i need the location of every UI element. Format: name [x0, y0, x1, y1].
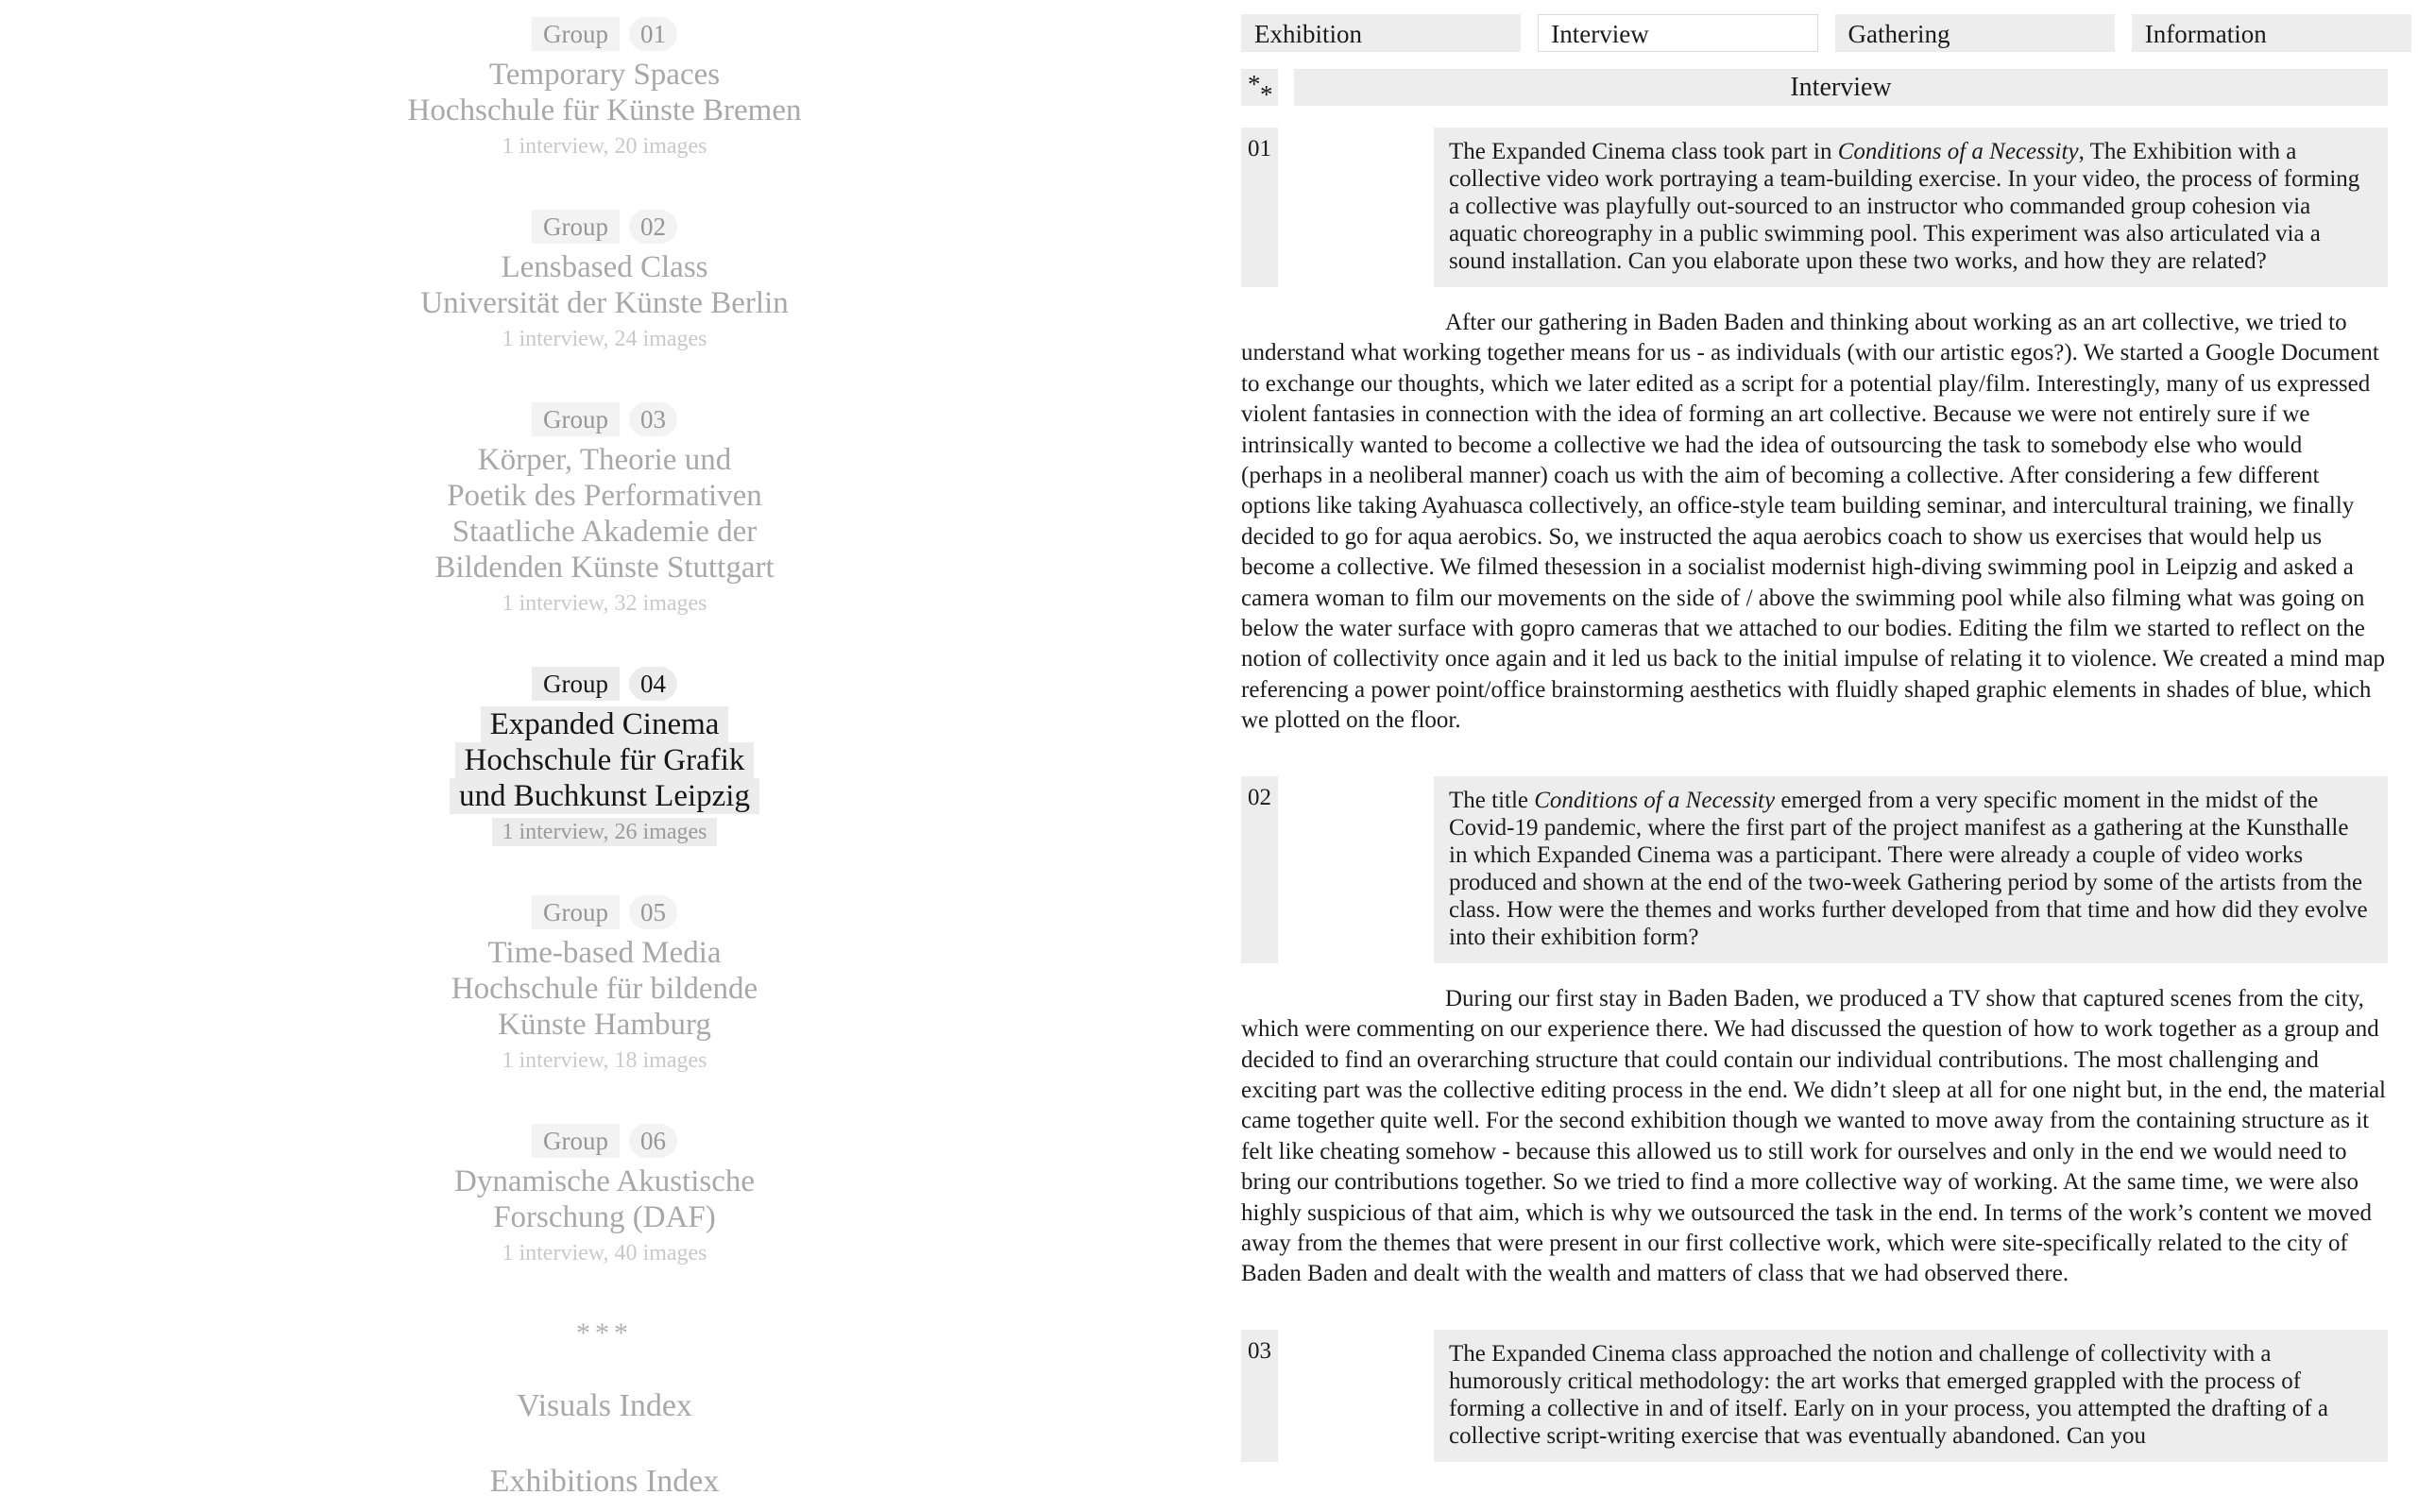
interview-panel	[1241, 14, 2411, 1462]
group-number-badge: 06	[629, 1124, 677, 1158]
group-title-line: Künste Hamburg	[498, 1008, 711, 1042]
group-label: Group	[532, 895, 620, 929]
sidebar-index-link[interactable]: Visuals Index	[517, 1388, 692, 1423]
group-meta: 1 interview, 24 images	[502, 327, 707, 351]
group-title	[151, 706, 1058, 814]
asterisk-marker	[1241, 69, 1278, 109]
group-title	[151, 57, 1058, 128]
group-title-line: Hochschule für Grafik	[455, 742, 755, 778]
group-meta: 1 interview, 26 images	[492, 818, 716, 846]
sidebar-separator: ***	[576, 1317, 633, 1349]
group-number-badge: 01	[629, 17, 677, 51]
group-head	[151, 1124, 1058, 1158]
group-title-line: Körper, Theorie und	[477, 443, 732, 477]
group-title-line: Hochschule für bildende	[451, 972, 758, 1006]
qa-question-row	[1241, 1330, 2388, 1462]
group-label: Group	[532, 210, 620, 244]
group-title-line: Lensbased Class	[501, 250, 708, 284]
group-title-line: Forschung (DAF)	[493, 1200, 716, 1234]
group-title-line: Dynamische Akustische	[453, 1164, 756, 1198]
tab-label: Gathering	[1848, 20, 1950, 48]
group-sidebar	[151, 17, 1058, 1502]
tab-label: Interview	[1551, 20, 1649, 48]
qa-question-segment: , The Exhibition with a collective video work portraying a team-building exercise. In your video, the process of forming a collective was playfully out-sourced to an instructor who commanded group cohesion via aquatic choreography in a public swimming pool. This experiment was also articulated via a sound installation. Can you elaborate upon these two works, and how they are related?	[1449, 139, 2360, 274]
qa-block	[1241, 776, 2388, 1290]
group-head	[151, 210, 1058, 244]
tab-gathering[interactable]	[1835, 14, 2115, 52]
qa-number-badge: 01	[1241, 127, 1278, 287]
asterisk-icon: *	[1248, 70, 1261, 98]
group-head	[151, 402, 1058, 436]
group-number-badge: 03	[629, 402, 677, 436]
qa-answer-text: After our gathering in Baden Baden and thinking about working as an art collective, we tried to understand what working together means for us - as individuals (with our artistic egos?). We started a Google Document to exchange our thoughts, which we later edited as a script for a potential play/film. Interestingly, many of us expressed violent fantasies in connection with the idea of forming an art collective. Because we were not entirely sure if we intrinsically wanted to become a collective we had the idea of outsourcing the task to somebody else who would (perhaps in a neoliberal manner) coach us with the aim of becoming a collective. After considering a few different options like taking Ayahuasca collectively, an office-style team building seminar, and intercultural training, we finally decided to go for aqua aerobics. So, we instructed the aqua aerobics coach to show us exercises that would help us become a collective. We filmed thesession in a socialist modernist high-diving swimming pool in Leipzig and asked a camera woman to film our movements on the side of / above the swimming pool while also filming what was going on below the water surface with gopro cameras that we attached to our bodies. Editing the film we started to reflect on the notion of collectivity once again and it led us back to the initial impulse of relating it to violence. We created a mind map referencing a power point/office brainstorming aesthetics with fluidly shaped graphic elements in shades of blue, which we plotted on the floor.	[1241, 310, 2386, 734]
sidebar-group-item[interactable]	[151, 1124, 1058, 1267]
group-number-badge: 04	[629, 667, 677, 701]
qa-question-row	[1241, 776, 2388, 963]
qa-question-segment: The Expanded Cinema class approached the notion and challenge of collectivity with a humorously critical methodology: the art works that emerged grappled with the process of forming a collective in and of itself. Early on in your process, you attempted the drafting of a collective script-writing exercise that was eventually abandoned. Can you	[1449, 1340, 2328, 1449]
qa-question-text	[1434, 127, 2388, 287]
group-label: Group	[532, 402, 620, 436]
group-meta: 1 interview, 32 images	[502, 591, 707, 616]
tab-information[interactable]	[2132, 14, 2411, 52]
tab-label: Exhibition	[1254, 20, 1362, 48]
group-title-line: Time-based Media	[487, 936, 722, 970]
qa-question-italic-segment: Conditions of a Necessity	[1534, 787, 1776, 813]
group-label: Group	[532, 17, 620, 51]
group-meta: 1 interview, 20 images	[502, 134, 707, 159]
group-list	[151, 17, 1058, 1267]
group-head	[151, 667, 1058, 701]
tab-interview[interactable]	[1538, 14, 1817, 52]
qa-block	[1241, 127, 2388, 737]
group-label: Group	[532, 667, 620, 701]
qa-question-row	[1241, 127, 2388, 287]
tab-label: Information	[2144, 20, 2267, 48]
qa-number-badge: 02	[1241, 776, 1278, 963]
group-title	[151, 1164, 1058, 1235]
tab-exhibition[interactable]	[1241, 14, 1521, 52]
index-list	[151, 1386, 1058, 1502]
group-title-line: Hochschule für Künste Bremen	[407, 93, 802, 127]
group-number-badge: 02	[629, 210, 677, 244]
group-title-line: Bildenden Künste Stuttgart	[434, 551, 775, 585]
sidebar-group-item[interactable]	[151, 17, 1058, 161]
group-number-badge: 05	[629, 895, 677, 929]
group-title-line: Expanded Cinema	[481, 706, 729, 742]
qa-question-segment: emerged from a very specific moment in the midst of the Covid-19 pandemic, where the first part of the project manifest as a gathering at the Kunsthalle in which Expanded Cinema was a participant. There were already a couple of video works produced and shown at the end of the two-week Gathering period by some of the artists from the class. How were the themes and works further developed from that time and how did they evolve into their exhibition form?	[1449, 787, 2368, 950]
group-title	[151, 935, 1058, 1043]
asterisk-icon: *	[1260, 80, 1273, 109]
qa-list	[1241, 127, 2411, 1462]
group-title-line: und Buchkunst Leipzig	[450, 778, 759, 814]
group-label: Group	[532, 1124, 620, 1158]
group-head	[151, 895, 1058, 929]
qa-answer-text: During our first stay in Baden Baden, we produced a TV show that captured scenes from the city, which were commenting on our experience there. We had discussed the question of how to work together as a group and decided to find an overarching structure that could contain our individual contributions. The most challenging and exciting part was the collective editing process in the end. We didn’t sleep at all for one night but, in the end, the material came together quite well. For the second exhibition though we wanted to move away from the containing structure as it felt like cheating somehow - because this allowed us to still work for ourselves and only in the end we would need to bring our contributions together. So we tried to find a more collective way of working. At the same time, we were also highly suspicious of that aim, which is why we outsourced the task in the end. In terms of the work’s content we moved away from the themes that were present in our first collective work, which were site-specifically related to the city of Baden Baden and dealt with the wealth and matters of class that we had observed there.	[1241, 985, 2386, 1287]
sidebar-group-item[interactable]	[151, 895, 1058, 1075]
sidebar-group-item[interactable]	[151, 667, 1058, 846]
group-title-line: Temporary Spaces	[488, 58, 721, 92]
qa-number-badge: 03	[1241, 1330, 1278, 1462]
qa-block	[1241, 1330, 2388, 1462]
group-title-line: Poetik des Performativen	[447, 479, 762, 513]
group-title	[151, 442, 1058, 586]
qa-question-italic-segment: Conditions of a Necessity	[1837, 139, 2079, 164]
section-header	[1241, 69, 2388, 109]
sidebar-group-item[interactable]	[151, 210, 1058, 353]
group-head	[151, 17, 1058, 51]
qa-question-text	[1434, 1330, 2388, 1462]
group-meta: 1 interview, 40 images	[502, 1241, 707, 1266]
page-title: Interview	[1294, 69, 2388, 106]
group-title	[151, 249, 1058, 321]
group-title-line: Universität der Künste Berlin	[420, 286, 789, 320]
group-title-line: Staatliche Akademie der	[451, 515, 758, 549]
tab-bar	[1241, 14, 2411, 52]
qa-question-segment: The title	[1449, 787, 1535, 813]
sidebar-group-item[interactable]	[151, 402, 1058, 618]
qa-question-segment: The Expanded Cinema class took part in	[1449, 139, 1838, 164]
group-meta: 1 interview, 18 images	[502, 1048, 707, 1073]
sidebar-index-link[interactable]: Exhibitions Index	[489, 1464, 720, 1499]
qa-question-text	[1434, 776, 2388, 963]
